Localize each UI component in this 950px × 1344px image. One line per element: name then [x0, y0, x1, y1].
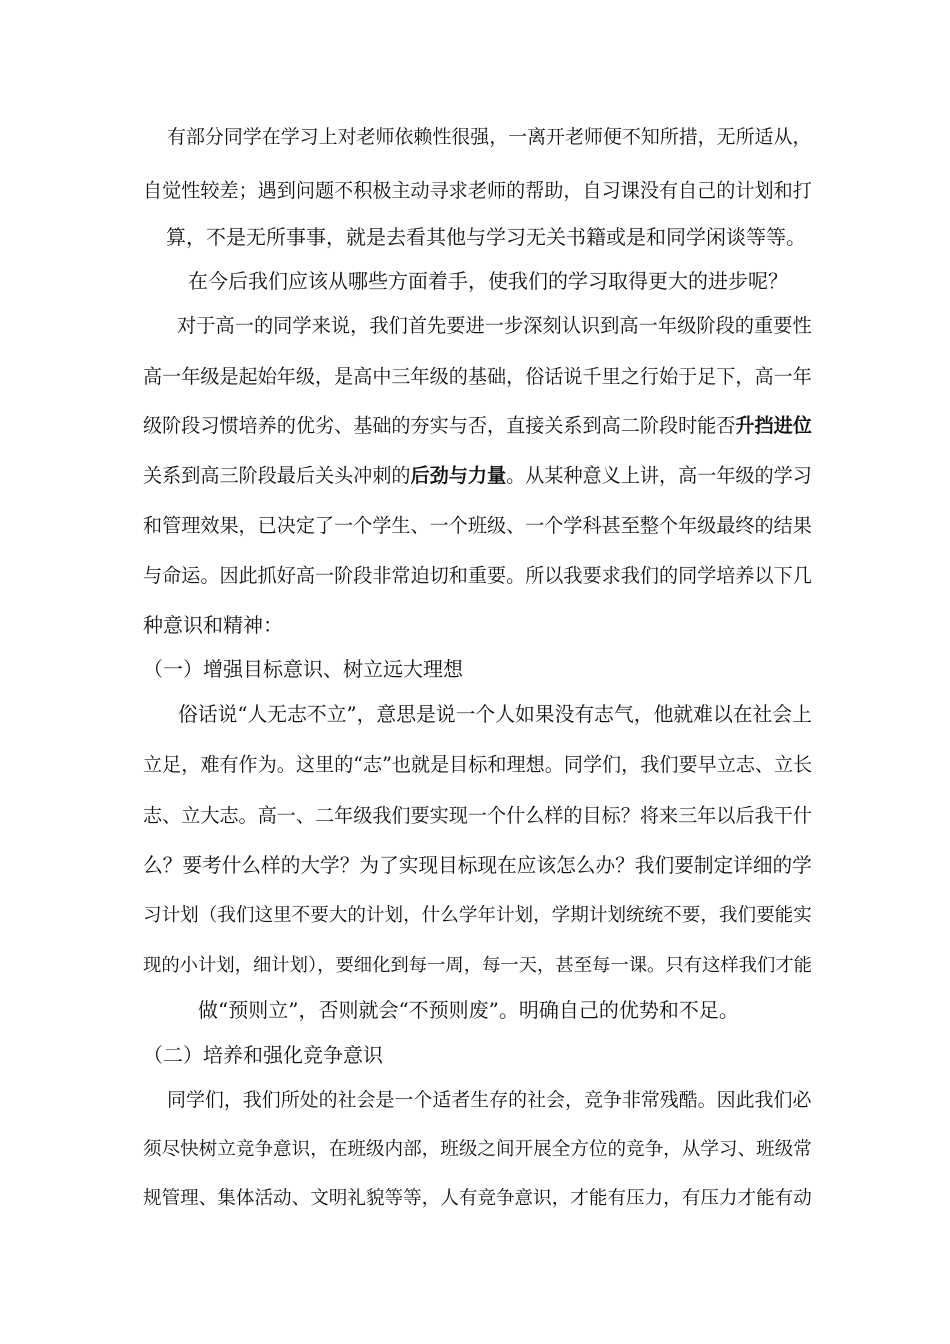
section-heading: （一）增强目标意识、树立远大理想: [143, 657, 463, 681]
text-line: 立足，难有作为。这里的“志”也就是目标和理想。同学们，我们要早立志、立长: [143, 753, 813, 776]
text-line: 对于高一的同学来说，我们首先要进一步深刻认识到高一年级阶段的重要性: [177, 314, 812, 337]
bold-text: 升挡进位: [735, 414, 812, 437]
text-run: 级阶段习惯培养的优劣、基础的夯实与否，直接关系到高二阶段时能否: [143, 414, 736, 437]
text-line: [143, 463, 812, 489]
text-line: 自觉性较差；遇到问题不积极主动寻求老师的帮助，自习课没有自己的计划和打: [143, 179, 812, 202]
text-line: 与命运。因此抓好高一阶段非常迫切和重要。所以我要求我们的同学培养以下几: [143, 564, 812, 587]
text-line: 在今后我们应该从哪些方面着手，使我们的学习取得更大的进步呢？: [188, 269, 788, 293]
text-line: 志、立大志。高一、二年级我们要实现一个什么样的目标？将来三年以后我干什: [143, 804, 812, 827]
text-line: 同学们，我们所处的社会是一个适者生存的社会，竞争非常残酷。因此我们必: [167, 1089, 812, 1111]
section-heading: （二）培养和强化竞争意识: [143, 1043, 383, 1067]
text-run: 关系到高三阶段最后关头冲刺的: [143, 464, 411, 487]
text-line: 算，不是无所事事，就是去看其他与学习无关书籍或是和同学闲谈等等。: [166, 225, 806, 249]
text-line: 和管理效果，已决定了一个学生、一个班级、一个学科甚至整个年级最终的结果: [143, 514, 812, 537]
text-line: 有部分同学在学习上对老师依赖性很强，一离开老师便不知所措，无所适从，: [167, 126, 812, 148]
text-line: 须尽快树立竞争意识，在班级内部，班级之间开展全方位的竞争，从学习、班级常: [143, 1139, 812, 1160]
text-line: 做“预则立”，否则就会“不预则废”。明确自己的优势和不足。: [198, 998, 739, 1022]
text-line: 种意识和精神：: [143, 613, 283, 637]
text-line: 么？要考什么样的大学？为了实现目标现在应该怎么办？我们要制定详细的学: [143, 854, 812, 877]
text-line: 现的小计划，细计划），要细化到每一周，每一天，甚至每一课。只有这样我们才能: [143, 955, 812, 976]
text-line: 习计划（我们这里不要大的计划，什么学年计划，学期计划统统不要，我们要能实: [143, 905, 812, 926]
text-line: 规管理、集体活动、文明礼貌等等，人有竞争意识，才能有压力，有压力才能有动: [143, 1188, 812, 1209]
text-line: 俗话说“人无志不立”，意思是说一个人如果没有志气，他就难以在社会上: [178, 703, 812, 726]
text-run: 。从某种意义上讲，高一年级的学习: [506, 464, 812, 487]
bold-text: 后劲与力量: [410, 464, 507, 487]
text-line: [143, 413, 812, 439]
text-line: 高一年级是起始年级，是高中三年级的基础，俗话说千里之行始于足下，高一年: [143, 365, 812, 388]
